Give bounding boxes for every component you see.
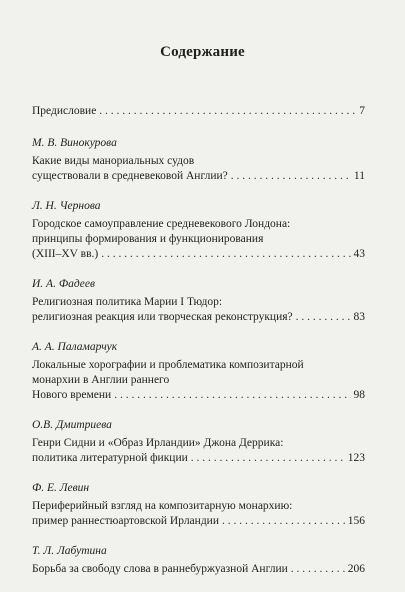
toc-title-line: Религиозная политика Марии I Тюдор: bbox=[32, 296, 223, 308]
toc-title-line: Локальные хорографии и проблематика композитарной bbox=[32, 359, 304, 371]
toc-author: Л. Н. Чернова bbox=[32, 200, 101, 212]
toc-entry-last-line bbox=[32, 514, 365, 529]
toc-entry-title: Предисловие bbox=[32, 105, 97, 117]
toc-title-line: пример раннестюартовской Ирландии bbox=[32, 515, 219, 527]
toc-entry-dmitrieva[interactable] bbox=[32, 418, 365, 466]
table-of-contents bbox=[32, 104, 365, 592]
toc-entry-labutina[interactable] bbox=[32, 544, 365, 577]
toc-entry-last-line bbox=[32, 169, 365, 184]
dot-leader bbox=[291, 562, 345, 577]
toc-author: О.В. Дмитриева bbox=[32, 419, 112, 431]
dot-leader bbox=[99, 104, 356, 119]
toc-page-number: 7 bbox=[359, 105, 365, 117]
toc-page-number: 98 bbox=[353, 389, 365, 401]
dot-leader bbox=[231, 169, 351, 184]
toc-author: М. В. Винокурова bbox=[32, 137, 117, 149]
toc-page-number: 83 bbox=[353, 311, 365, 323]
dot-leader bbox=[101, 247, 350, 262]
toc-title-line: политика литературной фикции bbox=[32, 452, 188, 464]
toc-page-number: 206 bbox=[347, 563, 365, 575]
toc-page-number: 123 bbox=[347, 452, 365, 464]
toc-title-line: религиозная реакция или творческая реконструкция? bbox=[32, 311, 293, 323]
toc-title-line: Периферийный взгляд на композитарную монархию: bbox=[32, 500, 293, 512]
toc-author: Ф. Е. Левин bbox=[32, 482, 90, 494]
toc-title-line: (XIII–XV вв.) bbox=[32, 248, 99, 260]
toc-entry-vinokurova[interactable] bbox=[32, 136, 365, 184]
toc-title-line: Нового времени bbox=[32, 389, 112, 401]
toc-entry-last-line bbox=[32, 451, 365, 466]
page-title: Содержание bbox=[160, 44, 245, 60]
toc-author: И. А. Фадеев bbox=[32, 278, 95, 290]
toc-title-line: Городское самоуправление средневекового Лондона: bbox=[32, 218, 291, 230]
toc-entry-last-line bbox=[32, 104, 365, 119]
toc-page-number: 43 bbox=[353, 248, 365, 260]
toc-author: А. А. Паламарчук bbox=[32, 341, 118, 353]
toc-entry-levin[interactable] bbox=[32, 481, 365, 529]
toc-title-line: Какие виды манориальных судов bbox=[32, 155, 195, 167]
toc-title-line: принципы формирования и функционирования bbox=[32, 233, 264, 245]
toc-entry-last-line bbox=[32, 310, 365, 325]
toc-page-number: 156 bbox=[347, 515, 365, 527]
dot-leader bbox=[191, 451, 345, 466]
toc-title-line: Борьба за свободу слова в раннебуржуазной Англии bbox=[32, 563, 288, 575]
toc-entry-last-line bbox=[32, 388, 365, 403]
toc-title-line: Генри Сидни и «Образ Ирландии» Джона Деррика: bbox=[32, 437, 284, 449]
toc-entry-palamarchuk[interactable] bbox=[32, 340, 365, 403]
toc-entry-last-line bbox=[32, 247, 365, 262]
dot-leader bbox=[222, 514, 345, 529]
toc-page-number: 11 bbox=[353, 170, 365, 182]
dot-leader bbox=[296, 310, 351, 325]
toc-title-line: существовали в средневековой Англии? bbox=[32, 170, 228, 182]
toc-entry-last-line bbox=[32, 562, 365, 577]
toc-author: Т. Л. Лабутина bbox=[32, 545, 107, 557]
toc-entry-fadeev[interactable] bbox=[32, 277, 365, 325]
toc-entry-preface[interactable] bbox=[32, 104, 365, 119]
toc-entry-chernova[interactable] bbox=[32, 199, 365, 262]
toc-title-line: монархии в Англии раннего bbox=[32, 374, 170, 386]
dot-leader bbox=[114, 388, 350, 403]
